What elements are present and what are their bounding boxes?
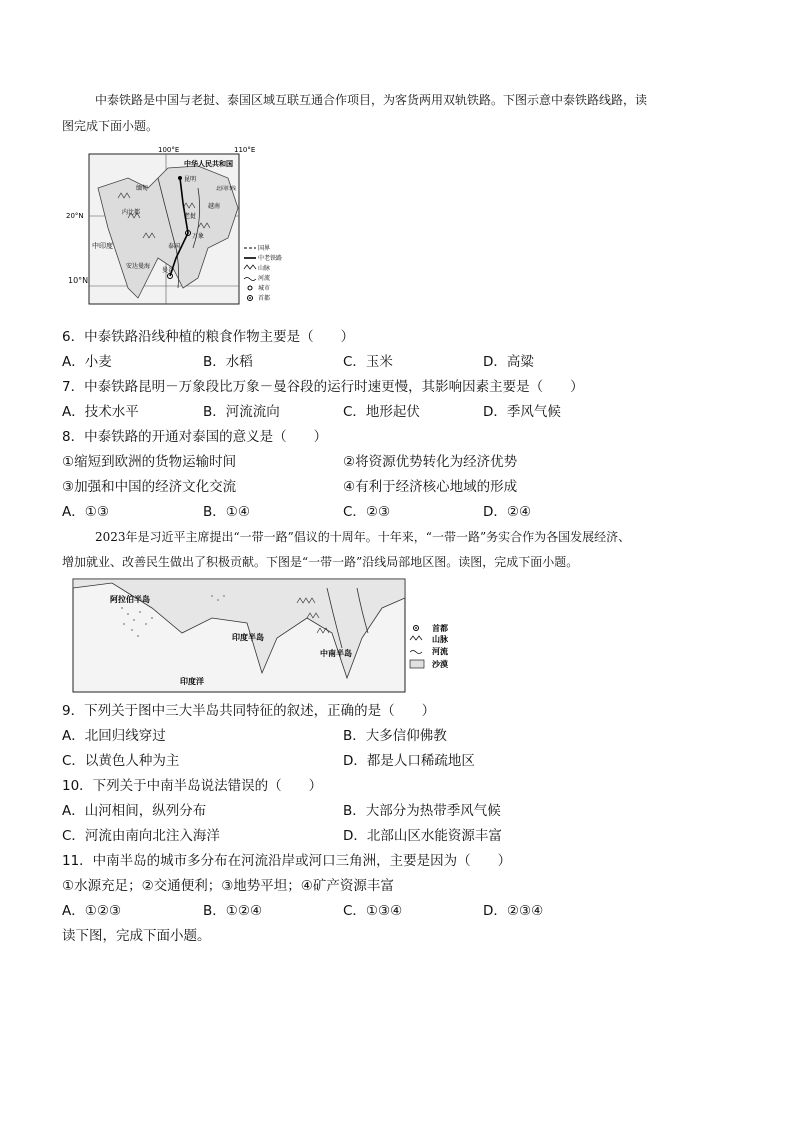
q8-option-a[interactable]: A．①③ — [62, 504, 109, 520]
legend-mountain: 山脉 — [432, 635, 448, 644]
q8-option-d[interactable]: D．②④ — [483, 504, 532, 520]
q11-option-d[interactable]: D．②③④ — [483, 903, 544, 919]
q6-stem: 6．中泰铁路沿线种植的粮食作物主要是（ ） — [62, 329, 355, 345]
q10-option-d[interactable]: D．北部山区水能资源丰富 — [343, 828, 502, 844]
q8-stem: 8．中泰铁路的开通对泰国的意义是（ ） — [62, 429, 328, 445]
label-indian-ocean: 印度洋 — [180, 677, 204, 686]
q11-option-b[interactable]: B．①②④ — [203, 903, 263, 919]
belt-and-road-map — [72, 578, 462, 694]
label-kunming: 昆明 — [184, 176, 197, 183]
label-bangkok: 曼谷 — [162, 267, 175, 274]
label-indian-peninsula: 印度半岛 — [232, 633, 264, 642]
q8-item-4: ④有利于经济核心地域的形成 — [343, 479, 518, 495]
footer-instruction: 读下图，完成下面小题。 — [62, 928, 211, 944]
q8-item-3: ③加强和中国的经济文化交流 — [62, 479, 237, 495]
label-india: 中印度 — [92, 242, 113, 250]
q9-option-b[interactable]: B．大多信仰佛教 — [343, 728, 447, 744]
label-vietnam: 越南 — [208, 203, 221, 210]
q7-option-a[interactable]: A．技术水平 — [62, 404, 139, 420]
legend-city: 城市 — [258, 285, 271, 292]
q11-option-a[interactable]: A．①②③ — [62, 903, 122, 919]
legend-capital: 首都 — [258, 295, 271, 302]
lon-label-110: 110°E — [234, 146, 256, 154]
legend-mountain: 山脉 — [258, 265, 271, 272]
q11-items: ①水源充足；②交通便利；③地势平坦；④矿产资源丰富 — [62, 878, 394, 894]
label-andaman: 安达曼海 — [126, 263, 151, 270]
q8-option-c[interactable]: C．②③ — [343, 504, 391, 520]
intro2-line1: 2023年是习近平主席提出“一带一路”倡议的十周年。十年来，“一带一路”务实合作为各国发展经济、 — [95, 530, 631, 544]
label-tropic: 北回归线 — [216, 186, 237, 192]
q10-option-b[interactable]: B．大部分为热带季风气候 — [343, 803, 501, 819]
q11-option-c[interactable]: C．①③④ — [343, 903, 403, 919]
label-arabian-peninsula: 阿拉伯半岛 — [110, 595, 150, 604]
legend-desert: 沙漠 — [432, 660, 448, 669]
legend-river: 河流 — [432, 647, 448, 656]
label-myanmar: 缅甸 — [136, 185, 149, 192]
q8-option-b[interactable]: B．①④ — [203, 504, 250, 520]
q9-option-c[interactable]: C．以黄色人种为主 — [62, 753, 180, 769]
legend-capital: 首都 — [432, 624, 448, 633]
q7-option-d[interactable]: D．季风气候 — [483, 404, 561, 420]
q10-option-c[interactable]: C．河流由南向北注入海洋 — [62, 828, 220, 844]
q9-option-a[interactable]: A．北回归线穿过 — [62, 728, 166, 744]
q6-option-d[interactable]: D．高粱 — [483, 354, 534, 370]
intro1-line2: 图完成下面小题。 — [62, 119, 159, 133]
q9-stem: 9．下列关于图中三大半岛共同特征的叙述，正确的是（ ） — [62, 703, 436, 719]
q7-stem: 7．中泰铁路昆明－万象段比万象－曼谷段的运行时速更慢，其影响因素主要是（ ） — [62, 379, 584, 395]
intro1-line1: 中泰铁路是中国与老挝、泰国区域互联互通合作项目，为客货两用双轨铁路。下图示意中泰铁路线路，读 — [95, 93, 648, 107]
label-indochina-peninsula: 中南半岛 — [320, 649, 352, 658]
label-laos: 老挝 — [184, 213, 197, 220]
map1-legend — [244, 244, 282, 302]
q8-item-1: ①缩短到欧洲的货物运输时间 — [62, 454, 237, 470]
q11-stem: 11．中南半岛的城市多分布在河流沿岸或河口三角洲，主要是因为（ ） — [62, 853, 512, 869]
map2-legend — [410, 623, 449, 669]
label-naypyidaw: 内比都 — [122, 209, 141, 216]
lon-label-100: 100°E — [158, 146, 180, 154]
q8-item-2: ②将资源优势转化为经济优势 — [343, 454, 518, 470]
lat-label-20: 20°N — [66, 212, 84, 220]
legend-river: 河流 — [258, 275, 271, 282]
q10-stem: 10．下列关于中南半岛说法错误的（ ） — [62, 778, 323, 794]
label-china: 中华人民共和国 — [184, 160, 233, 168]
lat-label-10: 10°N — [68, 276, 89, 285]
label-vientiane: 万象 — [192, 233, 205, 240]
intro2-line2: 增加就业、改善民生做出了积极贡献。下图是“一带一路”沿线局部地区图。读图，完成下面小题。 — [62, 555, 579, 569]
legend-railway: 中老铁路 — [258, 255, 283, 262]
q9-option-d[interactable]: D．都是人口稀疏地区 — [343, 753, 475, 769]
q6-option-b[interactable]: B．水稻 — [203, 354, 253, 370]
legend-border: 国界 — [258, 245, 271, 252]
q7-option-c[interactable]: C．地形起伏 — [343, 404, 420, 420]
q10-option-a[interactable]: A．山河相间，纵列分布 — [62, 803, 207, 819]
q6-option-a[interactable]: A．小麦 — [62, 354, 112, 370]
label-thailand: 泰国 — [168, 243, 181, 250]
q7-option-b[interactable]: B．河流流向 — [203, 404, 280, 420]
q6-option-c[interactable]: C．玉米 — [343, 354, 393, 370]
